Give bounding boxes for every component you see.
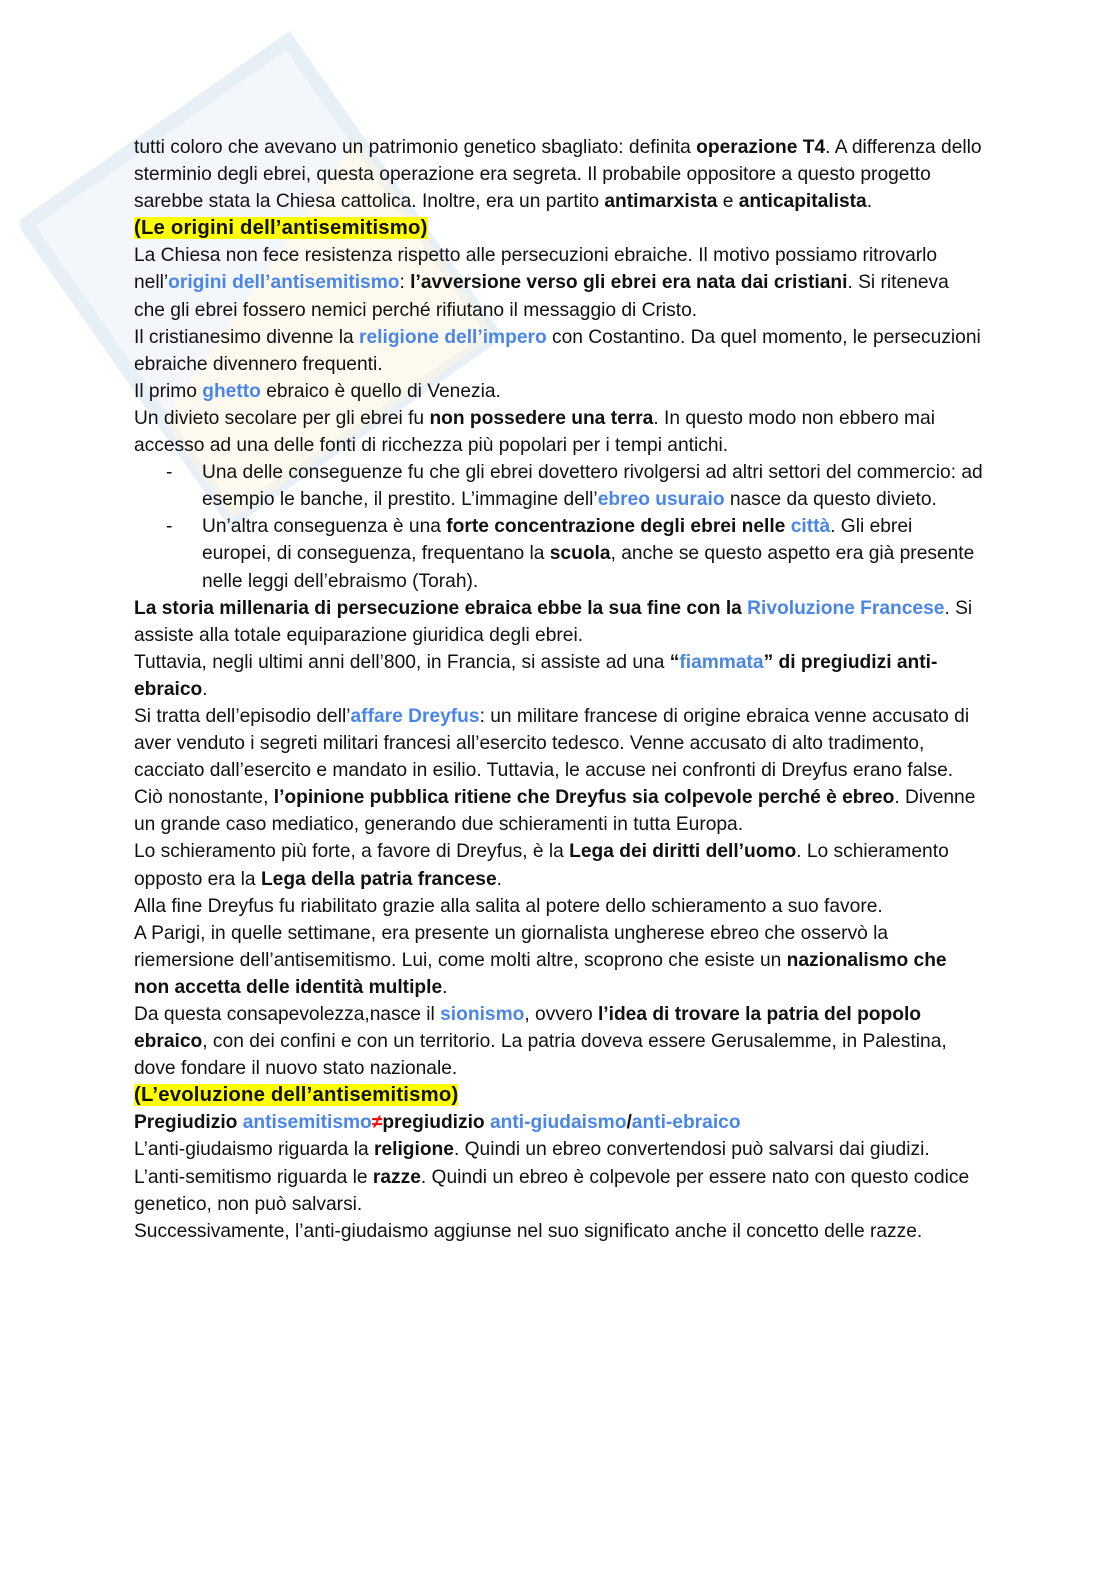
paragraph-rivoluzione [134,595,984,649]
text: . Quindi un ebreo convertendosi può salvarsi dai giudizi. [453,1139,930,1161]
paragraph-fiammata [134,649,984,703]
text: . In questo modo non ebbero mai accesso ad una delle fonti di ricchezza più popolari per i tempi antichi. [134,407,935,457]
text: Il primo [134,380,203,402]
bold-term: antimarxista [604,191,718,213]
keyword: ebreo usuraio [597,489,725,511]
bold-term: pregiudizio [382,1112,490,1134]
text: . Divenne un grande caso mediatico, generando due schieramenti in tutta Europa. [134,787,976,836]
keyword: antisemitismo [242,1112,372,1134]
consequences-list [134,459,984,594]
bold-term: l’opinione pubblica ritiene che Dreyfus sia colpevole perché è ebreo [273,787,895,809]
bold-term: Lega della patria francese [260,868,497,890]
text: . Quindi un ebreo è colpevole per essere nato con questo codice genetico, non può salvarsi. [134,1166,970,1215]
text: Un divieto secolare per gli ebrei fu [134,407,430,429]
bold-term: La storia millenaria di persecuzione ebraica ebbe la sua fine con la [134,597,748,619]
text: e [717,191,739,213]
text: . Gli ebrei europei, di conseguenza, frequentano la [202,516,913,565]
text: nasce da questo divieto. [724,489,937,511]
text: Lo schieramento più forte, a favore di Dreyfus, è la [134,841,570,863]
text: . [442,976,448,998]
section-heading-evoluzione [134,1082,984,1109]
text: A Parigi, in quelle settimane, era presente un giornalista ungherese ebreo che osservò la riemersione dell’antisemitismo. Lui, come molti altre, scoprono che esiste un [134,922,889,971]
paragraph-divieto [134,405,984,459]
paragraph-sionismo [134,1001,984,1082]
keyword: affare Dreyfus [350,705,480,727]
text: , ovvero [524,1004,598,1025]
dash-marker: - [166,462,173,484]
text: . A differenza dello sterminio degli ebrei, questa operazione era segreta. Il probabile oppositore a questo progetto sarebbe stata la Chiesa cattolica. Inoltre, era un partito [134,137,982,213]
bold-term: razze [372,1166,421,1188]
text: tutti coloro che avevano un patrimonio genetico sbagliato: definita [134,137,697,158]
bold-term: ” di pregiudizi anti-ebraico [134,651,938,700]
bold-term: l’avversione verso gli ebrei era nata dai cristiani [410,272,848,294]
keyword: fiammata [679,651,764,673]
text: Un’altra conseguenza è una [202,516,447,538]
keyword: città [790,516,831,538]
bold-term: Lega dei diritti dell’uomo [569,841,797,863]
keyword: sionismo [440,1004,525,1025]
text: . Si assiste alla totale equiparazione giuridica degli ebrei. [134,597,973,646]
text: L’anti-giudaismo riguarda la [134,1139,374,1161]
text: Da questa consapevolezza,nasce il [134,1004,441,1025]
paragraph-ghetto [134,378,984,405]
list-item [134,459,984,513]
bold-term: nazionalismo che non accetta delle identità multiple [134,949,947,998]
bold-term: scuola [549,543,611,565]
bold-term: Pregiudizio [134,1112,243,1134]
paragraph-schieramenti [134,838,984,892]
paragraph-parigi [134,920,984,1001]
not-equal-symbol: ≠ [371,1112,383,1134]
paragraph-antigiudaismo [134,1136,984,1163]
text: ebraico è quello di Venezia. [260,380,501,402]
paragraph-pregiudizio [134,1109,984,1136]
paragraph-dreyfus [134,703,984,838]
bold-term: religione [373,1139,454,1161]
keyword: origini dell’antisemitismo [168,272,400,294]
text: La Chiesa non fece resistenza rispetto alle persecuzioni ebraiche. Il motivo possiamo ritrovarlo nell’ [134,245,938,294]
bold-term: non possedere una terra [429,407,654,429]
text: . [866,191,873,213]
list-item [134,513,984,594]
document-page [134,134,984,1245]
text: : [399,272,411,294]
text: L’anti-semitismo riguarda le [134,1166,373,1188]
text: con Costantino. Da quel momento, le persecuzioni ebraiche divennero frequenti. [134,326,981,375]
text: , anche se questo aspetto era già presente nelle leggi dell’ebraismo (Torah). [202,543,975,592]
text: : un militare francese di origine ebraica venne accusato di aver venduto i segreti militari francesi all’esercito tedesco. Venne accusato di alto tradimento, cacciato dall’esercito e mandato in esilio. Tuttavia, le accuse nei confronti di Dreyfus erano false. Ciò nonostante, [134,705,970,809]
bold-term: operazione T4 [696,137,826,158]
bold-term: “ [669,651,680,673]
highlighted-heading: (Le origini dell’antisemitismo) [134,217,428,240]
text: Una delle conseguenze fu che gli ebrei dovettero rivolgersi ad altri settori del commercio: ad esempio le banche, il prestito. L’immagine dell’ [202,462,983,511]
keyword: anti-ebraico [631,1112,741,1134]
dash-marker: - [166,516,173,538]
paragraph-successivamente: Successivamente, l’anti-giudaismo aggiunse nel suo significato anche il concetto delle razze. [134,1220,923,1242]
paragraph-cristianesimo [134,324,984,378]
bold-term: anticapitalista [738,191,867,213]
keyword: anti-giudaismo [489,1112,627,1134]
keyword: ghetto [202,380,261,402]
highlighted-heading: (L’evoluzione dell’antisemitismo) [134,1084,459,1107]
text: . Si riteneva che gli ebrei fossero nemici perché rifiutano il messaggio di Cristo. [134,272,949,321]
text: Si tratta dell’episodio dell’ [134,705,351,727]
text: . Lo schieramento opposto era la [134,841,949,890]
text: . [496,868,502,890]
section-heading-origini [134,215,984,242]
paragraph-antisemitismo [134,1164,984,1218]
paragraph-chiesa [134,242,984,323]
keyword: religione dell’impero [359,326,547,348]
text: . [202,678,208,700]
bold-term: l’idea di trovare la patria del popolo ebraico [134,1004,922,1053]
keyword: Rivoluzione Francese [747,597,945,619]
paragraph-riabilitato: Alla fine Dreyfus fu riabilitato grazie alla salita al potere dello schieramento a suo favore. [134,895,883,917]
text: Tuttavia, negli ultimi anni dell’800, in Francia, si assiste ad una [134,651,670,673]
text: , con dei confini e con un territorio. La patria doveva essere Gerusalemme, in Palestina, dove fondare il nuovo stato nazionale. [134,1031,947,1080]
bold-term: / [626,1112,632,1134]
intro-paragraph [134,134,984,215]
bold-term: forte concentrazione degli ebrei nelle [446,516,791,538]
text: Il cristianesimo divenne la [134,326,360,348]
